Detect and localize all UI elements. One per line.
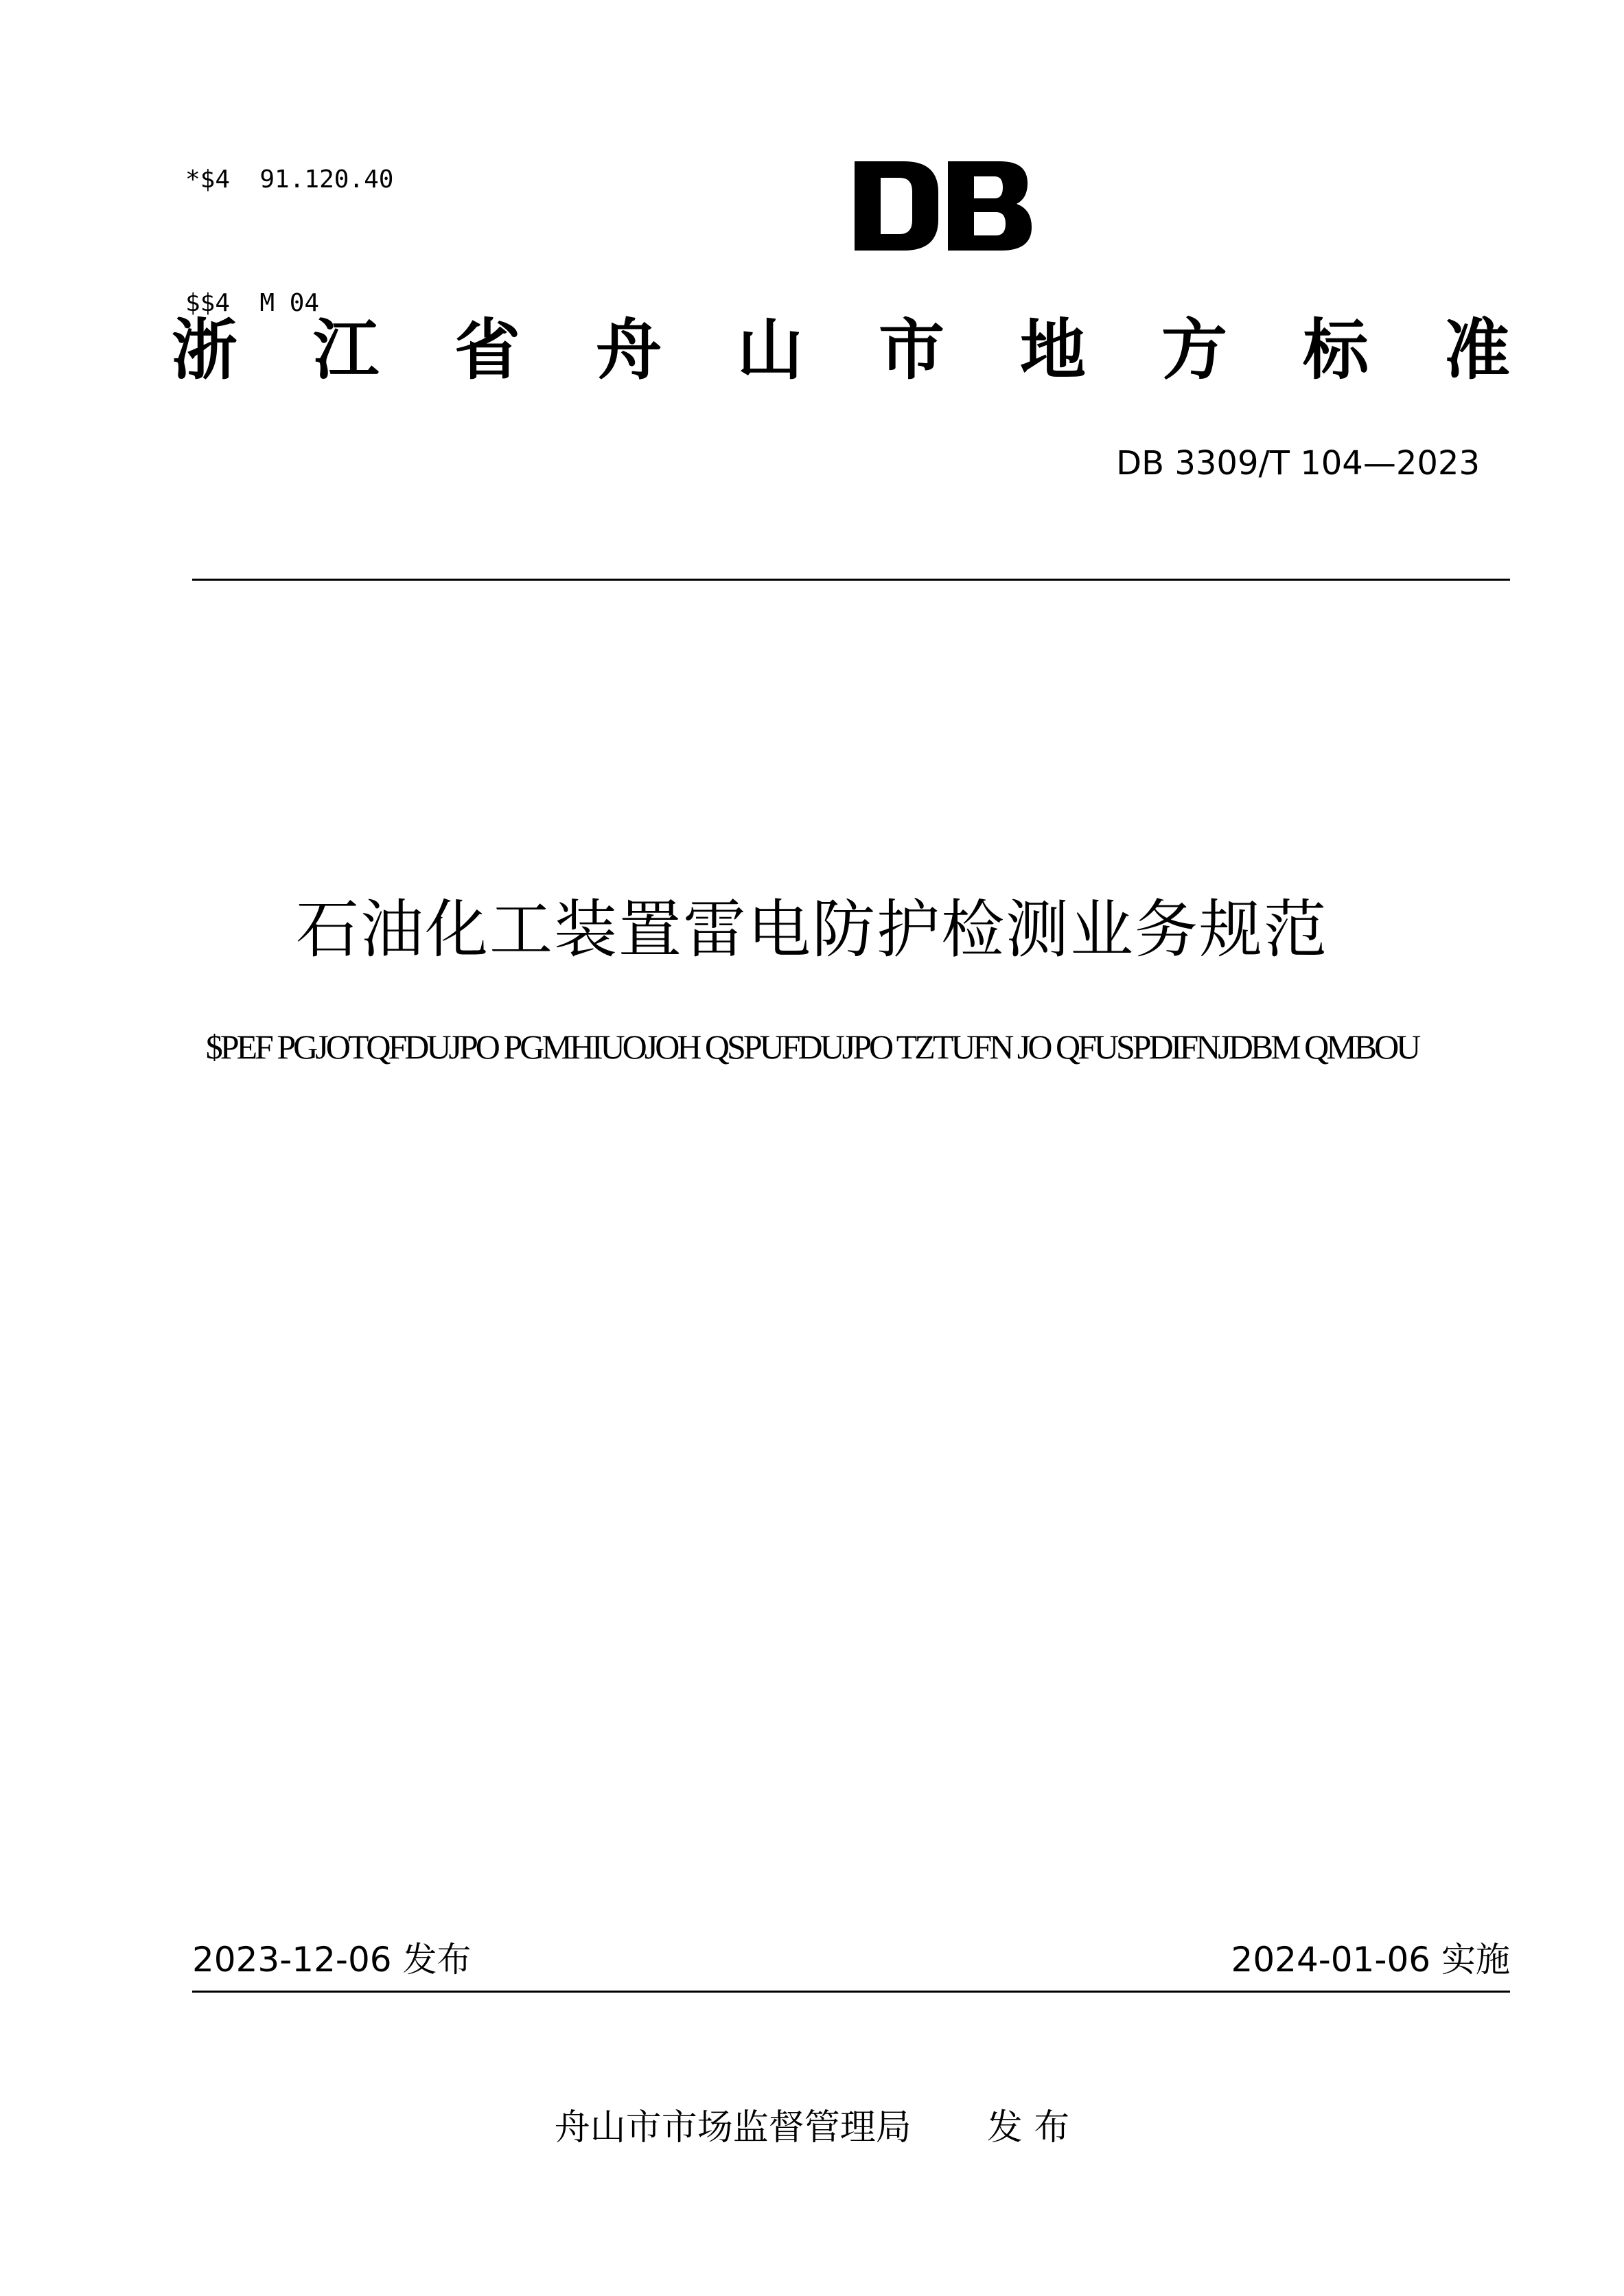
standard-type-char: 标 xyxy=(1303,312,1369,389)
db-logo-letter-b xyxy=(948,161,1032,251)
standard-type-char: 山 xyxy=(737,312,803,389)
issuer-action: 发 布 xyxy=(986,2107,1070,2148)
standard-type-char: 舟 xyxy=(596,312,662,389)
standard-type-char: 市 xyxy=(879,312,944,389)
db-logo-letter-d xyxy=(855,161,938,251)
issuer-name: 舟山市市场监督管理局 xyxy=(554,2107,912,2148)
document-title-english: $PEF PGJOTQFDUJPO PGMHIUOJOH QSPUFDUJPO TZTUFN JO QFUSPDIFNJDBM QMBOU xyxy=(205,1028,1419,1066)
implementation-date: 2024-01-06 实施 xyxy=(1231,1940,1510,1980)
standard-type-char: 方 xyxy=(1161,312,1227,389)
standard-type-char: 地 xyxy=(1020,312,1086,389)
standard-type-char: 江 xyxy=(313,312,379,389)
header-divider xyxy=(192,579,1510,581)
standard-type-title xyxy=(172,305,1510,395)
standard-type-char: 省 xyxy=(454,312,520,389)
issuing-authority xyxy=(0,2100,1624,2155)
standard-type-char: 浙 xyxy=(172,312,237,389)
document-title-chinese: 石油化工装置雷电防护检测业务规范 xyxy=(295,893,1328,966)
ccs-code: $$4 M 04 xyxy=(185,289,320,317)
standard-number: DB 3309/T 104—2023 xyxy=(1116,444,1480,483)
db-logo xyxy=(855,161,1033,251)
standard-type-char: 准 xyxy=(1444,312,1510,389)
issue-date: 2023-12-06 发布 xyxy=(192,1940,472,1980)
footer-divider xyxy=(192,1991,1510,1993)
ics-code: *$4 91.120.40 xyxy=(185,165,394,194)
